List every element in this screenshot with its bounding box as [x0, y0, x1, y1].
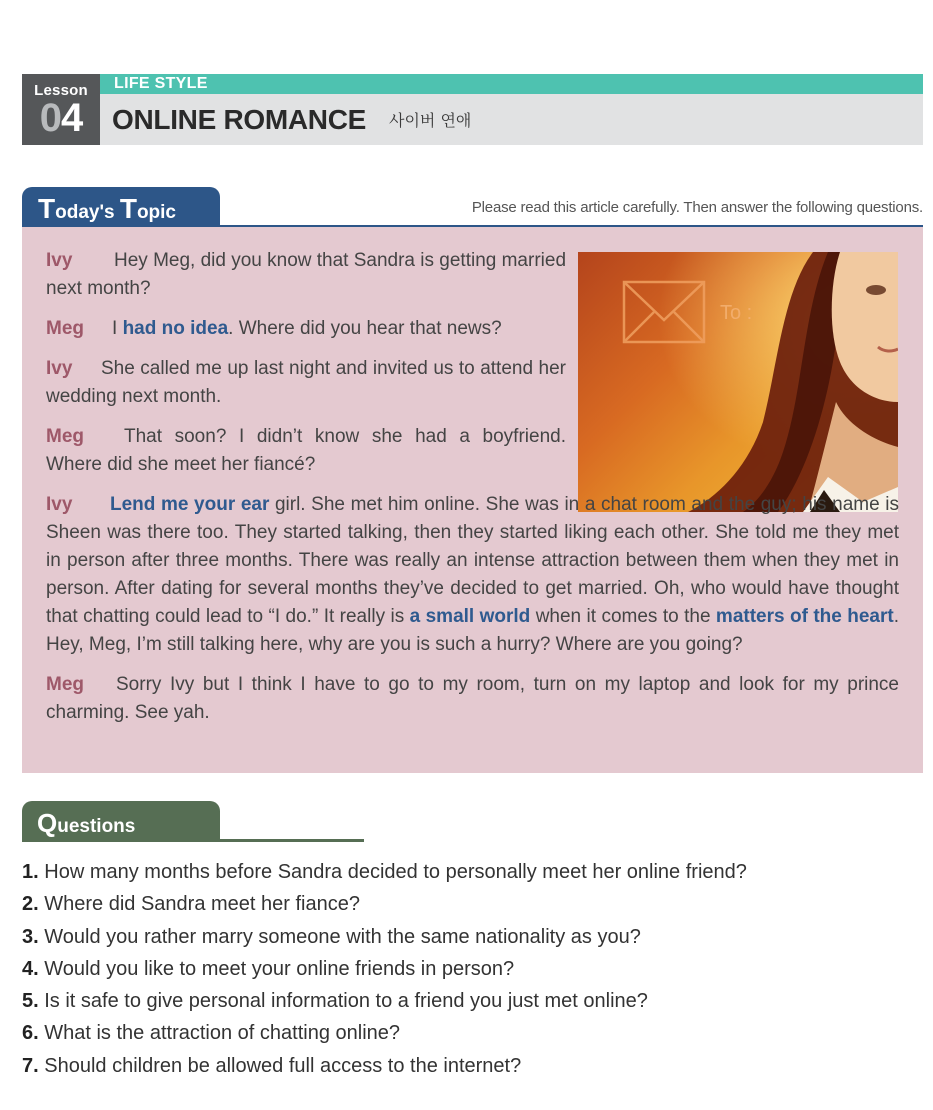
photo-to-label: To : — [720, 302, 753, 324]
speaker-name: Meg — [46, 426, 84, 447]
todays-topic-tab — [22, 187, 220, 227]
dialogue-text: . Where did you hear that news? — [228, 318, 502, 339]
category-band — [100, 74, 923, 94]
dialogue-line — [46, 315, 566, 343]
question-number: 1. — [22, 861, 39, 883]
questions-heading — [37, 808, 135, 839]
questions-divider — [22, 839, 364, 842]
questions-tab — [22, 801, 220, 841]
page-title: ONLINE ROMANCE — [112, 104, 367, 135]
idiom-highlight: had no idea — [122, 318, 229, 339]
dialogue — [46, 247, 899, 739]
question-text: Where did Sandra meet her fiance? — [44, 893, 360, 916]
question-number: 2. — [22, 893, 39, 916]
question-list — [22, 856, 902, 1082]
dialogue-text: girl. She met him online. She was in a chat room and the guy; his name is Sheen was there too. They started talking, then they started liking each other. She told me they met in person after three months. There was really an intense attraction between them when they met in person. After dating for several months they’ve decided to get married. Oh, who would have thought that chatting could lead to “I do.” It really is — [46, 494, 899, 627]
questions-rest: uestions — [57, 816, 136, 837]
topic-rest-1: oday's — [55, 202, 120, 223]
dialogue-text: . Hey, Meg, I’m still talking here, why are you is such a hurry? Where are you going? — [46, 606, 899, 655]
lesson-label: Lesson — [34, 82, 88, 99]
question-number: 4. — [22, 957, 39, 980]
question-text: Would you like to meet your online friends in person? — [44, 957, 515, 980]
lesson-number-tail: 4 — [61, 96, 83, 140]
question-text: How many months before Sandra decided to personally meet her online friend? — [44, 861, 747, 883]
category-label: LIFE STYLE — [114, 75, 208, 92]
question-number: 7. — [22, 1054, 39, 1077]
question-number: 3. — [22, 925, 39, 948]
idiom-highlight: a small world — [409, 606, 531, 627]
lesson-badge — [22, 74, 100, 145]
question-number: 6. — [22, 1022, 39, 1045]
question-text: Would you rather marry someone with the same nationality as you? — [44, 925, 641, 948]
question-item — [22, 888, 902, 920]
topic-cap-2: T — [119, 193, 137, 224]
speaker-name: Meg — [46, 318, 84, 339]
dialogue-line — [46, 671, 899, 727]
dialogue-line — [46, 247, 566, 303]
question-text: Is it safe to give personal information to a friend you just met online? — [44, 990, 648, 1013]
question-item — [22, 856, 902, 888]
dialogue-text: I — [112, 318, 123, 339]
speaker-name: Ivy — [46, 494, 73, 515]
todays-topic-heading — [38, 193, 176, 225]
dialogue-text: She called me up last night and invited us to attend her wedding next month. — [46, 358, 566, 407]
dialogue-text: Sorry Ivy but I think I have to go to my room, turn on my laptop and look for my prince charming. See yah. — [46, 674, 899, 723]
dialogue-line — [46, 355, 566, 411]
lesson-number — [22, 98, 100, 138]
dialogue-line — [46, 491, 899, 659]
question-text: What is the attraction of chatting online? — [44, 1022, 401, 1045]
article-panel — [22, 227, 923, 773]
topic-rest-2: opic — [136, 202, 176, 223]
dialogue-text: when it comes to the — [530, 606, 716, 627]
title-band — [100, 94, 923, 145]
idiom-highlight: matters of the heart — [715, 606, 894, 627]
questions-cap: Q — [37, 808, 58, 838]
topic-cap-1: T — [38, 193, 56, 224]
dialogue-line — [46, 423, 566, 479]
question-number: 5. — [22, 990, 39, 1013]
reading-instruction: Please read this article carefully. Then answer the following questions. — [471, 199, 923, 216]
question-item — [22, 953, 902, 985]
speaker-name: Ivy — [46, 358, 73, 379]
question-item — [22, 1050, 902, 1082]
dialogue-text: That soon? I didn’t know she had a boyfriend. Where did she meet her fiancé? — [46, 426, 566, 475]
page-title-korean: 사이버 연애 — [389, 111, 472, 130]
lesson-number-lead: 0 — [39, 96, 61, 140]
question-text: Should children be allowed full access to the internet? — [44, 1054, 522, 1077]
speaker-name: Meg — [46, 674, 84, 695]
idiom-highlight: Lend me your ear — [110, 494, 270, 515]
speaker-name: Ivy — [46, 250, 73, 271]
question-item — [22, 985, 902, 1017]
question-item — [22, 1017, 902, 1049]
dialogue-text: Hey Meg, did you know that Sandra is getting married next month? — [46, 250, 567, 299]
question-item — [22, 921, 902, 953]
